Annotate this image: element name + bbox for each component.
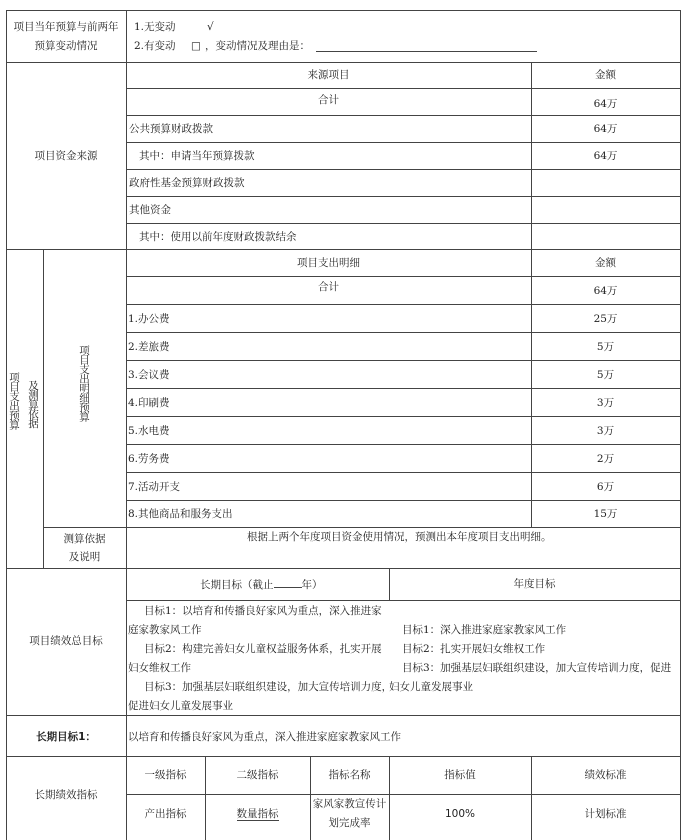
table-border — [126, 794, 681, 795]
expense-row-amount: 3万 — [596, 397, 615, 409]
indicator-header: 绩效标准 — [584, 769, 627, 781]
basis-label: 测算依据 — [63, 533, 106, 545]
indicator-header: 指标名称 — [328, 769, 371, 781]
table-border — [126, 472, 681, 473]
change-label: 项目当年预算与前两年 — [13, 21, 119, 33]
indicator-name: 家风家教宣传计 — [312, 798, 387, 810]
table-border — [126, 500, 681, 501]
expense-row-amount: 5万 — [596, 341, 615, 353]
long-goal1-text: 以培育和传播良好家风为重点，深入推进家庭家教家风工作 — [128, 731, 401, 743]
long-goal-header-b: 年） — [301, 579, 323, 591]
table-border — [126, 142, 681, 143]
expense-outer-label-2: 及测算依据 — [27, 380, 39, 428]
table-border — [6, 756, 681, 757]
funding-total-amount: 64万 — [593, 98, 618, 110]
annual-goal-line: 妇女儿童发展事业 — [389, 681, 473, 693]
funding-row-amount: 64万 — [593, 123, 618, 135]
table-border — [126, 10, 127, 840]
long-goal-line: 庭家教家风工作 — [128, 624, 202, 636]
annual-goal-header: 年度目标 — [513, 578, 556, 590]
indicator-standard: 计划标准 — [584, 808, 627, 820]
funding-row-label: 公共预算财政拨款 — [129, 123, 213, 135]
table-border — [126, 276, 681, 277]
table-border — [126, 88, 681, 89]
expense-total-amount: 64万 — [593, 285, 618, 297]
change-reason-label: ，变动情况及理由是： — [205, 40, 310, 52]
table-border — [6, 715, 681, 716]
expense-outer-label: 项目支出预算 — [8, 372, 20, 429]
table-border — [6, 10, 681, 11]
long-goal-line: 目标3：加强基层妇联组织建设，加大宣传培训力度， — [144, 681, 393, 693]
year-blank — [274, 577, 302, 588]
annual-goal-line: 目标2：扎实开展妇女维权工作 — [402, 643, 546, 655]
funding-row-label: 政府性基金预算财政拨款 — [129, 177, 245, 189]
expense-row-label: 8.其他商品和服务支出 — [128, 508, 233, 520]
indicators-label: 长期绩效指标 — [34, 789, 98, 801]
indicator-value: 100% — [444, 808, 476, 820]
funding-total-label: 合计 — [318, 94, 339, 106]
table-border — [126, 115, 681, 116]
expense-amount-header: 金额 — [595, 257, 616, 269]
table-border — [126, 332, 681, 333]
indicator-header: 二级指标 — [236, 769, 279, 781]
table-border — [126, 600, 681, 601]
basis-text: 根据上两个年度项目资金使用情况，预测出本年度项目支出明细。 — [247, 531, 552, 543]
indicator-level2 — [205, 807, 310, 821]
expense-row-amount: 15万 — [593, 508, 618, 520]
indicator-level1: 产出指标 — [144, 808, 187, 820]
checkbox-icon[interactable]: □ — [191, 40, 201, 52]
expense-row-label: 5.水电费 — [128, 425, 170, 437]
long-goal-header-a: 长期目标（截止 — [200, 579, 274, 591]
funding-row-label: 其中：申请当年预算拨款 — [139, 150, 255, 162]
reason-underline[interactable] — [316, 51, 537, 52]
long-goal-line: 目标1：以培育和传播良好家风为重点，深入推进家 — [144, 605, 382, 617]
expense-row-label: 3.会议费 — [128, 369, 170, 381]
goals-label: 项目绩效总目标 — [29, 635, 103, 647]
check-mark-icon: √ — [207, 21, 214, 33]
table-border — [126, 223, 681, 224]
table-border — [43, 249, 44, 568]
expense-total-label: 合计 — [318, 281, 339, 293]
expense-row-amount: 2万 — [596, 453, 615, 465]
table-border — [126, 416, 681, 417]
table-border — [126, 304, 681, 305]
expense-row-amount: 3万 — [596, 425, 615, 437]
table-border — [43, 527, 681, 528]
table-border — [126, 388, 681, 389]
funding-label: 项目资金来源 — [34, 150, 98, 162]
table-border — [126, 444, 681, 445]
indicator-name-2: 划完成率 — [328, 817, 371, 829]
long-goal-line: 妇女维权工作 — [128, 662, 191, 674]
has-change-option: 2.有变动 — [134, 40, 176, 52]
annual-goal-line: 目标3：加强基层妇联组织建设，加大宣传培训力度，促进 — [402, 662, 672, 674]
funding-row-label: 其中：使用以前年度财政拨款结余 — [139, 231, 297, 243]
long-goal-line: 促进妇女儿童发展事业 — [128, 700, 233, 712]
funding-row-label: 其他资金 — [129, 204, 171, 216]
indicator-header: 一级指标 — [144, 769, 187, 781]
expense-detail-label: 项目支出明细预算 — [78, 345, 90, 421]
table-border — [126, 196, 681, 197]
table-border — [126, 169, 681, 170]
funding-source-header: 来源项目 — [307, 69, 350, 81]
expense-row-amount: 6万 — [596, 481, 615, 493]
table-border — [6, 249, 681, 250]
indicator-header: 指标值 — [444, 769, 476, 781]
expense-row-label: 7.活动开支 — [128, 481, 181, 493]
table-border — [126, 360, 681, 361]
change-label-2: 预算变动情况 — [34, 40, 98, 52]
table-border — [6, 568, 681, 569]
expense-row-label: 1.办公费 — [128, 313, 170, 325]
funding-row-amount: 64万 — [593, 150, 618, 162]
expense-row-label: 6.劳务费 — [128, 453, 170, 465]
annual-goal-line: 目标1：深入推进家庭家教家风工作 — [402, 624, 567, 636]
funding-amount-header: 金额 — [595, 69, 616, 81]
expense-row-amount: 5万 — [596, 369, 615, 381]
expense-detail-header: 项目支出明细 — [297, 257, 360, 269]
long-goal1-label: 长期目标1： — [36, 731, 96, 743]
table-border — [6, 62, 681, 63]
indicator-level2-text: 数量指标 — [236, 808, 279, 820]
basis-label-2: 及说明 — [68, 551, 101, 563]
long-goal-header — [200, 577, 323, 592]
expense-row-label: 4.印刷费 — [128, 397, 170, 409]
expense-row-amount: 25万 — [593, 313, 618, 325]
no-change-option: 1.无变动 — [134, 21, 176, 33]
long-goal-line: 目标2：构建完善妇女儿童权益服务体系，扎实开展 — [144, 643, 382, 655]
expense-row-label: 2.差旅费 — [128, 341, 170, 353]
